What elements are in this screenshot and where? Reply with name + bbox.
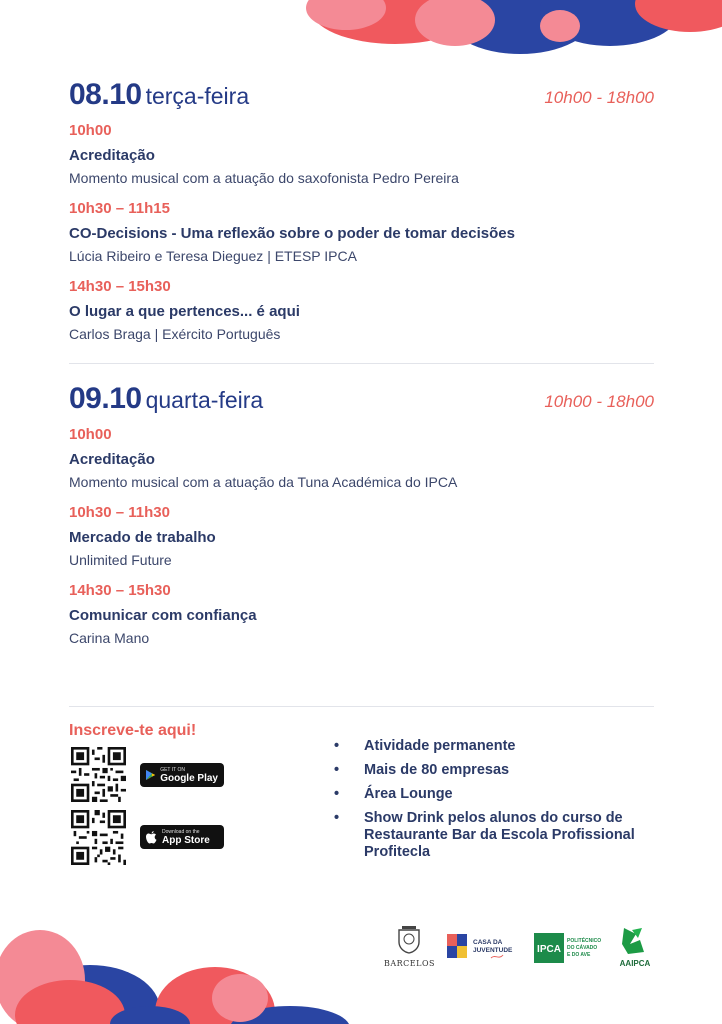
decorative-blobs-bottom <box>0 920 360 1024</box>
schedule-slot <box>69 276 654 344</box>
google-play-icon <box>146 769 155 781</box>
schedule-slot <box>69 502 654 570</box>
day-schedule-2 <box>69 382 654 648</box>
day-hours: 10h00 - 18h00 <box>544 88 654 107</box>
slot-title: Acreditação <box>69 451 155 468</box>
slot-time: 10h30 – 11h15 <box>69 200 170 217</box>
schedule-slot <box>69 424 654 492</box>
slot-description: Momento musical com a atuação da Tuna Académica do IPCA <box>69 474 458 490</box>
features-list <box>334 738 664 868</box>
day-date: 08.10 <box>69 78 142 111</box>
barcelos-logo-text: BARCELOS <box>384 959 435 968</box>
aaipca-text: AAIPCA <box>619 959 651 968</box>
day-weekday: quarta-feira <box>145 387 264 413</box>
slot-description: Lúcia Ribeiro e Teresa Dieguez | ETESP IPCA <box>69 248 357 264</box>
app-store-label: App Store <box>162 834 210 846</box>
google-play-button[interactable] <box>140 763 224 787</box>
barcelos-logo <box>384 926 434 968</box>
aaipca-logo <box>614 926 656 970</box>
casa-text-2: JUVENTUDE <box>473 947 513 954</box>
slot-title: Comunicar com confiança <box>69 607 257 624</box>
app-store-caption: Download on the <box>162 828 200 835</box>
decorative-blobs-top <box>0 0 722 70</box>
slot-title: Acreditação <box>69 147 155 164</box>
ipca-mark-text: IPCA <box>537 944 561 955</box>
day-schedule-1 <box>69 78 654 344</box>
qr-code-app-store[interactable] <box>71 810 126 865</box>
divider <box>69 363 654 364</box>
day-date: 09.10 <box>69 382 142 415</box>
slot-time: 10h30 – 11h30 <box>69 504 170 521</box>
day-hours: 10h00 - 18h00 <box>544 392 654 411</box>
google-play-caption: GET IT ON <box>160 766 186 773</box>
slot-time: 10h00 <box>69 122 112 139</box>
day-header <box>69 382 654 418</box>
feature-item: • Show Drink pelos alunos do curso de Restaurante Bar da Escola Profissional Profitecla <box>334 810 664 861</box>
app-store-button[interactable] <box>140 825 224 849</box>
schedule-slot <box>69 198 654 266</box>
divider <box>69 706 654 707</box>
slot-description: Momento musical com a atuação do saxofonista Pedro Pereira <box>69 170 459 186</box>
ipca-text-2: DO CÁVADO <box>567 945 598 951</box>
slot-description: Carina Mano <box>69 630 150 646</box>
barcelos-crest-icon <box>396 926 422 954</box>
day-header <box>69 78 654 114</box>
schedule-slot <box>69 580 654 648</box>
feature-item: • Mais de 80 empresas <box>334 762 664 779</box>
ipca-text-1: POLITÉCNICO <box>567 938 602 944</box>
qr-code-google-play[interactable] <box>71 747 126 802</box>
feature-item: • Atividade permanente <box>334 738 664 755</box>
feature-item: • Área Lounge <box>334 786 664 803</box>
schedule-slot <box>69 120 654 188</box>
casa-text-1: CASA DA <box>473 939 503 946</box>
slot-time: 14h30 – 15h30 <box>69 582 171 599</box>
slot-description: Unlimited Future <box>69 552 172 568</box>
slot-title: O lugar a que pertences... é aqui <box>69 303 300 320</box>
ipca-text-3: E DO AVE <box>567 952 591 958</box>
google-play-label: Google Play <box>160 772 218 784</box>
slot-time: 10h00 <box>69 426 112 443</box>
ipca-logo <box>534 933 604 963</box>
slot-title: Mercado de trabalho <box>69 529 216 546</box>
signup-title: Inscreve-te aqui! <box>69 722 197 739</box>
slot-description: Carlos Braga | Exército Português <box>69 326 281 342</box>
slot-title: CO-Decisions - Uma reflexão sobre o poder de tomar decisões <box>69 225 515 242</box>
slot-time: 14h30 – 15h30 <box>69 278 171 295</box>
day-weekday: terça-feira <box>145 83 250 109</box>
casa-da-juventude-logo <box>447 932 517 962</box>
apple-icon <box>146 831 157 844</box>
